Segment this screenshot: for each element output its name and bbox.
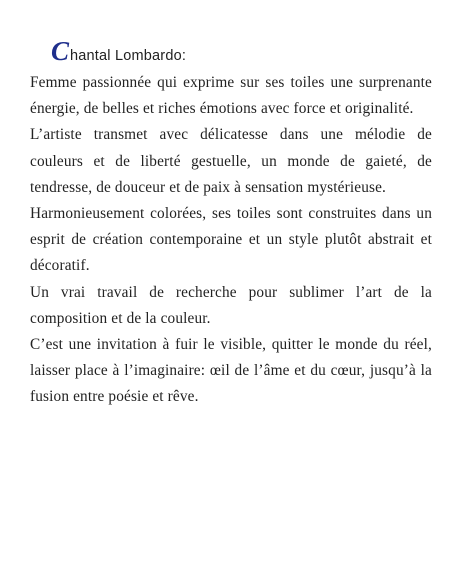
paragraph-melody: L’artiste transmet avec délicatesse dans une mélodie de couleurs et de liberté gestuelle, un monde de gaieté, de tendresse, de douceur et de paix à sensation mystérieuse. [30, 126, 432, 196]
paragraph-intro: Femme passionnée qui exprime sur ses toiles une surprenante énergie, de belles et riches émotions avec force et originalité. [30, 74, 432, 118]
artist-name-heading [30, 36, 432, 70]
biography-text-block [30, 36, 432, 411]
artist-name-text: hantal Lombardo: [70, 48, 187, 64]
paragraph-research: Un vrai travail de recherche pour sublimer l’art de la composition et de la couleur. [30, 283, 432, 327]
paragraph-invitation: C’est une invitation à fuir le visible, quitter le monde du réel, laisser place à l’imaginaire: œil de l’âme et du cœur, jusqu’à la fusion entre poésie et rêve. [30, 336, 432, 406]
decorative-initial: C [51, 36, 70, 66]
paragraph-style: Harmonieusement colorées, ses toiles sont construites dans un esprit de création contemporaine et un style plutôt abstrait et décoratif. [30, 205, 432, 275]
